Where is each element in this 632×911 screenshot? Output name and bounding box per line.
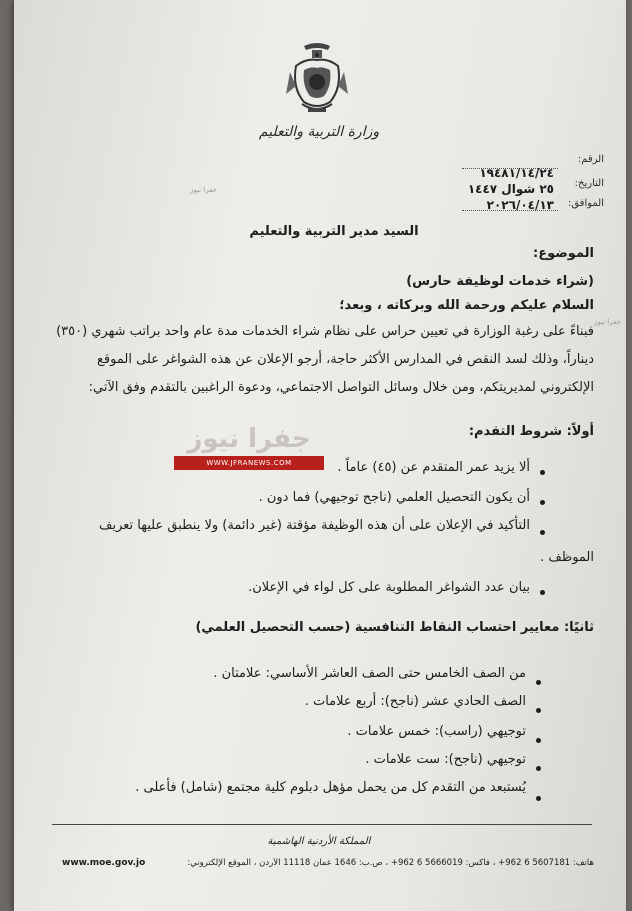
ref-value: ١٩٤٨١/١٤/٢٤ <box>479 166 554 180</box>
addressee: السيد مدير التربية والتعليم <box>249 224 419 239</box>
date-value: ٢٥ شوال ١٤٤٧ <box>467 182 554 196</box>
bullet-9 <box>536 796 541 801</box>
condition-vacancies: بيان عدد الشواغر المطلوبة على كل لواء في الإعلان. <box>248 580 530 595</box>
body-line-1: فبناءً على رغبة الوزارة في تعيين حراس على نظام شراء الخدمات مدة عام واحد براتب شهري (٣٥٠) <box>56 324 594 339</box>
footer-country: المملكة الأردنية الهاشمية <box>267 836 371 847</box>
condition-education: أن يكون التحصيل العلمي (ناجح توجيهي) فما دون . <box>258 490 530 505</box>
date-label: التاريخ: <box>574 178 604 189</box>
subject-value: (شراء خدمات لوظيفة حارس) <box>406 274 594 289</box>
footer-contact: هاتف: 5607181 6 962+ ، فاكس: 5666019 6 962+ ، ص.ب: 1646 عمان 11118 الأردن ، الموقع الإلكتروني: <box>187 858 594 868</box>
corresponding-value: ٢٠٢٦/٠٤/١٣ <box>486 198 554 212</box>
condition-age: ألا يزيد عمر المتقدم عن (٤٥) عاماً . <box>337 460 530 475</box>
corresponding-label: الموافق: <box>567 198 604 209</box>
subject-label: الموضوع: <box>533 246 594 261</box>
criterion-grade5-10: من الصف الخامس حتى الصف العاشر الأساسي: علامتان . <box>213 666 526 681</box>
bullet-1 <box>540 470 545 475</box>
bullet-8 <box>536 766 541 771</box>
section-2-title: ثانيًا: معايير احتساب النقاط التنافسية (حسب التحصيل العلمي) <box>195 620 594 635</box>
bullet-7 <box>536 738 541 743</box>
footer-website-link[interactable]: www.moe.gov.jo <box>62 858 146 868</box>
bullet-2 <box>540 500 545 505</box>
section-1-title: أولاً: شروط التقدم: <box>468 424 594 439</box>
criterion-tawjihi-fail: توجيهي (راسب): خمس علامات . <box>347 724 526 739</box>
bullet-4 <box>540 590 545 595</box>
condition-temporary-cont: الموظف . <box>540 550 594 565</box>
criterion-tawjihi-pass: توجيهي (ناجح): ست علامات . <box>365 752 526 767</box>
bullet-5 <box>536 680 541 685</box>
coat-of-arms-icon <box>282 38 352 118</box>
bullet-6 <box>536 708 541 713</box>
watermark-strip: WWW.JFRANEWS.COM <box>174 456 324 470</box>
footer-rule <box>52 824 592 825</box>
criterion-exclusion: يُستبعد من التقدم كل من يحمل مؤهل دبلوم كلية مجتمع (شامل) فأعلى . <box>135 780 526 795</box>
watermark-brand: جفرا نيوز <box>187 424 311 454</box>
side-watermark-1: جفرا نيوز <box>190 186 217 194</box>
ref-label: الرقم: <box>577 154 604 165</box>
letter-page <box>14 0 626 911</box>
greeting: السلام عليكم ورحمة الله وبركاته ، وبعد؛ <box>339 298 594 313</box>
ministry-name: وزارة التربية والتعليم <box>258 124 380 140</box>
news-watermark <box>174 424 324 470</box>
condition-temporary: التأكيد في الإعلان على أن هذه الوظيفة مؤقتة (غير دائمة) ولا ينطبق عليها تعريف <box>99 518 530 533</box>
body-line-2: ديناراً، وذلك لسد النقص في المدارس الأكثر حاجة، أرجو الإعلان عن هذه الشواغر على الموقع <box>97 352 594 367</box>
side-watermark-2: جفرا نيوز <box>594 318 621 326</box>
bullet-3 <box>540 530 545 535</box>
body-line-3: الإلكتروني لمديريتكم، ومن خلال وسائل التواصل الاجتماعي، ودعوة الراغبين بالتقدم وفق الآتي: <box>88 380 594 395</box>
criterion-grade11: الصف الحادي عشر (ناجح): أربع علامات . <box>304 694 526 709</box>
